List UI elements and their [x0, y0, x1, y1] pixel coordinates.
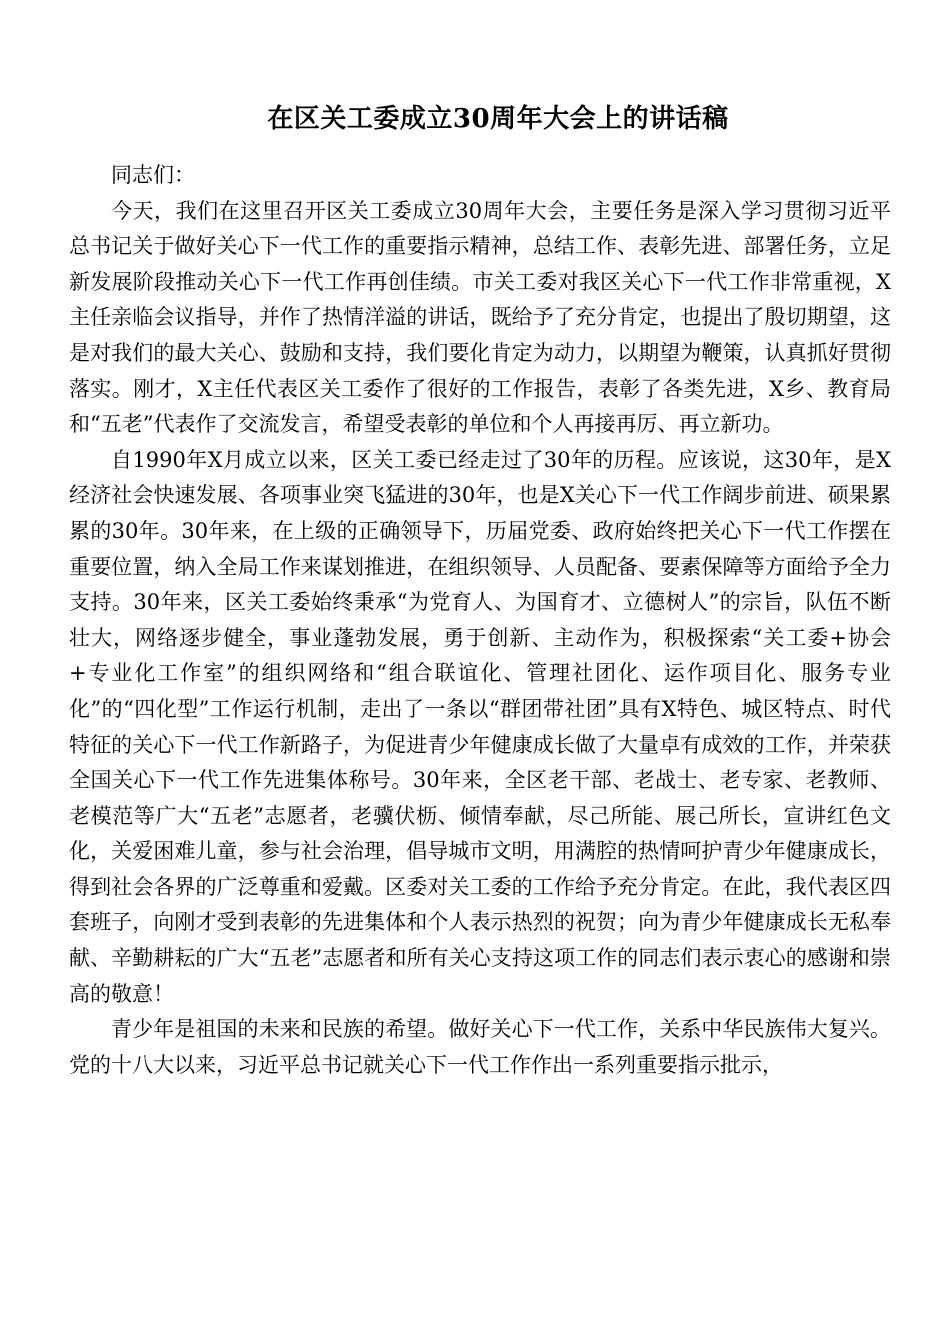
paragraph-1: 今天，我们在这里召开区关工委成立30周年大会，主要任务是深入学习贯彻习近平总书记关于做好关心下一代工作的重要指示精神，总结工作、表彰先进、部署任务，立足新发展阶段推动关心下一代工作再创佳绩。市关工委对我区关心下一代工作非常重视，X主任亲临会议指导，并作了热情洋溢的讲话，既给予了充分肯定，也提出了殷切期望，这是对我们的最大关心、鼓励和支持，我们要化肯定为动力，以期望为鞭策，认真抓好贯彻落实。刚才，X主任代表区关工委作了很好的工作报告，表彰了各类先进，X乡、教育局和“五老”代表作了交流发言，希望受表彰的单位和个人再接再厉、再立新功。: [69, 198, 891, 437]
greeting: 同志们：: [111, 163, 195, 187]
paragraph-3: 青少年是祖国的未来和民族的希望。做好关心下一代工作，关系中华民族伟大复兴。党的十八大以来，习近平总书记就关心下一代工作作出一系列重要指示批示，: [69, 1017, 891, 1077]
document-body: [69, 158, 891, 1083]
paragraph-2: 自1990年X月成立以来，区关工委已经走过了30年的历程。应该说，这30年，是X经济社会快速发展、各项事业突飞猛进的30年，也是X关心下一代工作阔步前进、硕果累累的30年。30年来，在上级的正确领导下，历届党委、政府始终把关心下一代工作摆在重要位置，纳入全局工作来谋划推进，在组织领导、人员配备、要素保障等方面给予全力支持。30年来，区关工委始终秉承“为党育人、为国育才、立德树人”的宗旨，队伍不断壮大，网络逐步健全，事业蓬勃发展，勇于创新、主动作为，积极探索“关工委+协会+专业化工作室”的组织网络和“组合联谊化、管理社团化、运作项目化、服务专业化”的“四化型”工作运行机制，走出了一条以“群团带社团”具有X特色、城区特点、时代特征的关心下一代工作新路子，为促进青少年健康成长做了大量卓有成效的工作，并荣获全国关心下一代工作先进集体称号。30年来，全区老干部、老战士、老专家、老教师、老模范等广大“五老”志愿者，老骥伏枥、倾情奉献，尽己所能、展己所长，宣讲红色文化，关爱困难儿童，参与社会治理，倡导城市文明，用满腔的热情呵护青少年健康成长，得到社会各界的广泛尊重和爱戴。区委对关工委的工作给予充分肯定。在此，我代表区四套班子，向刚才受到表彰的先进集体和个人表示热烈的祝贺；向为青少年健康成长无私奉献、辛勤耕耘的广大“五老”志愿者和所有关心支持这项工作的同志们表示衷心的感谢和崇高的敬意！: [69, 447, 891, 1006]
document-title: 在区关工委成立30周年大会上的讲话稿: [267, 104, 729, 134]
